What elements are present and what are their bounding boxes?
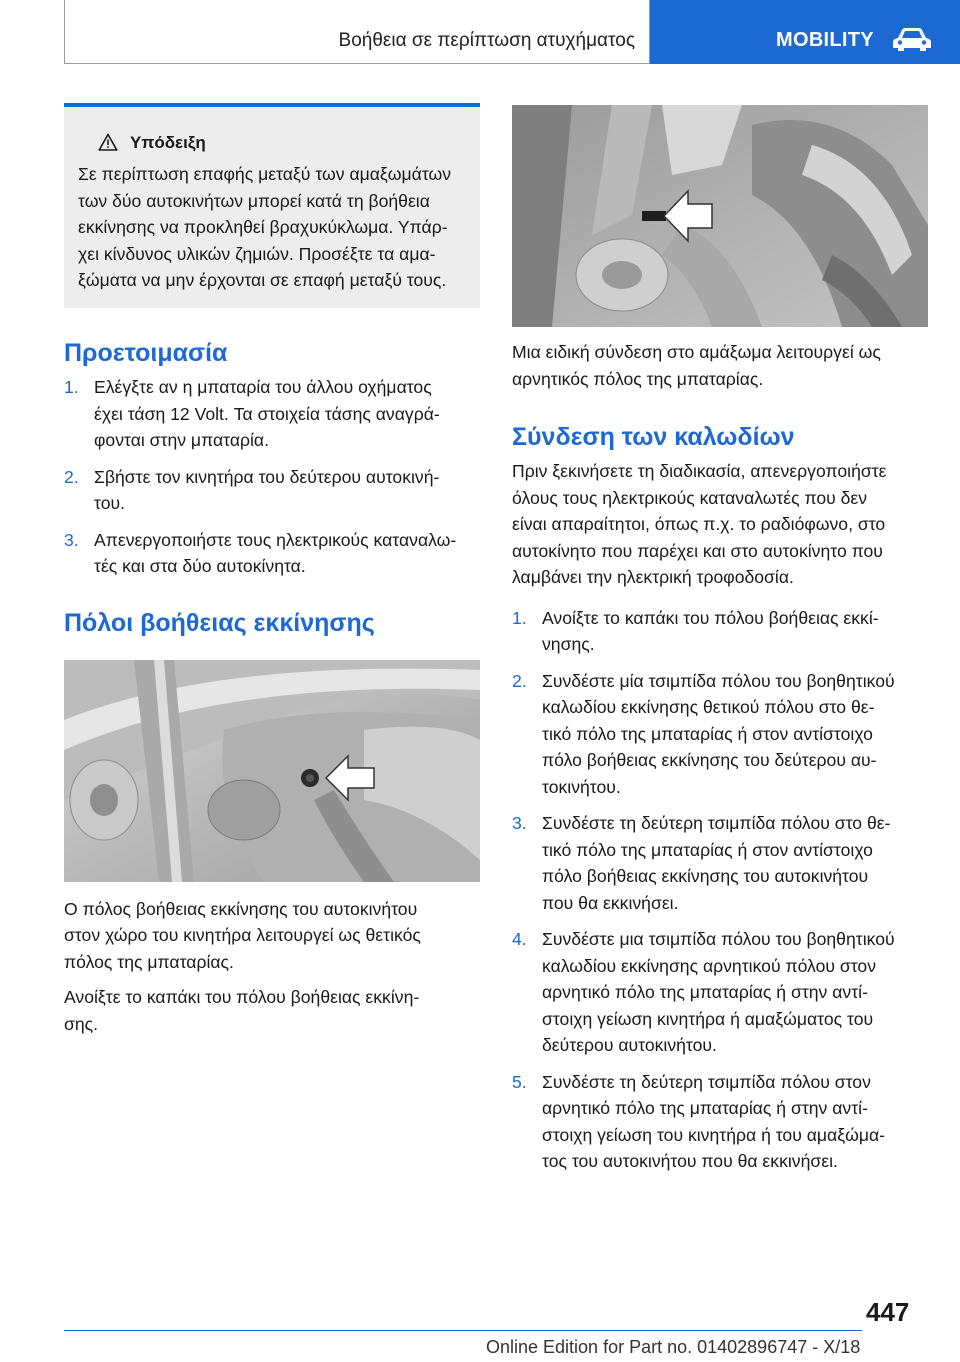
open-cap-paragraph xyxy=(64,984,480,1037)
text-line: είναι απαραίτητοι, όπως π.χ. το ραδιόφωνο, στο xyxy=(512,514,886,534)
step-line: Συνδέστε τη δεύτερη τσιμπίδα πόλου στο θε- xyxy=(542,813,891,833)
chapter-box xyxy=(64,0,650,64)
step-line: του. xyxy=(94,493,125,513)
step-line: στοιχη γείωση κινητήρα ή αμαξώματος του xyxy=(542,1008,874,1029)
step-number: 3. xyxy=(512,813,527,833)
note-title xyxy=(98,131,470,157)
list-item xyxy=(512,605,928,658)
note-line: χει κίνδυνος υλικών ζημιών. Προσέξτε τα αμα- xyxy=(78,243,436,264)
list-item xyxy=(512,810,928,916)
step-line: δεύτερου αυτοκινήτου. xyxy=(542,1035,717,1055)
note-line: ξώματα να μην έρχονται σε επαφή μεταξύ τους. xyxy=(78,270,447,290)
chapter-title: Βοήθεια σε περίπτωση ατυχήματος xyxy=(338,30,635,51)
text-line: όλους τους ηλεκτρικούς καταναλωτές που δεν xyxy=(512,487,868,508)
page-number: 447 xyxy=(866,1297,910,1327)
section-tab[interactable] xyxy=(650,0,960,64)
text-line: Μια ειδική σύνδεση στο αμάξωμα λειτουργεί ως xyxy=(512,342,881,362)
preparation-steps xyxy=(64,374,480,580)
right-column xyxy=(512,105,928,1175)
section-tab-label: MOBILITY xyxy=(776,29,874,51)
text-line: Πριν ξεκινήσετε τη διαδικασία, απενεργοποιήστε xyxy=(512,461,887,481)
footer-divider xyxy=(64,1330,862,1331)
step-line: φονται στην μπαταρία. xyxy=(94,430,269,450)
step-line: πόλο βοήθειας εκκίνησης του δεύτερου αυ- xyxy=(542,750,877,770)
step-number: 2. xyxy=(64,466,79,487)
note-title-text: Υπόδειξη xyxy=(130,133,206,152)
step-number: 1. xyxy=(64,377,79,397)
step-line: αρνητικό πόλο της μπαταρίας ή στην αντί- xyxy=(542,982,868,1002)
heading-preparation: Προετοιμασία xyxy=(64,339,228,367)
negative-pole-caption xyxy=(512,339,928,392)
step-line: Συνδέστε μία τσιμπίδα πόλου του βοηθητικού xyxy=(542,670,895,691)
step-line: καλωδίου εκκίνησης θετικού πόλου στο θε- xyxy=(542,697,875,717)
text-line: Ανοίξτε το καπάκι του πόλου βοήθειας εκκίνη- xyxy=(64,987,420,1007)
text-line: λαμβάνει την ηλεκτρική τροφοδοσία. xyxy=(512,567,794,587)
page-header xyxy=(64,0,960,64)
step-line: Απενεργοποιήστε τους ηλεκτρικούς καταναλω- xyxy=(94,529,457,550)
list-item xyxy=(64,527,480,580)
step-line: αρνητικό πόλο της μπαταρίας ή στην αντί- xyxy=(542,1098,868,1118)
step-line: που θα εκκινήσει. xyxy=(542,892,679,913)
step-line: τοκινήτου. xyxy=(542,776,621,797)
note-line: Σε περίπτωση επαφής μεταξύ των αμαξωμάτων xyxy=(78,164,452,184)
engine-photo-positive-pole xyxy=(64,660,480,882)
note-line: των δύο αυτοκινήτων μπορεί κατά τη βοήθεια xyxy=(78,190,430,211)
step-line: τικό πόλο της μπαταρίας ή στον αντίστοιχο xyxy=(542,839,873,860)
note-box xyxy=(64,103,480,308)
step-number: 2. xyxy=(512,670,527,691)
text-line: Ο πόλος βοήθειας εκκίνησης του αυτοκινήτου xyxy=(64,898,418,919)
text-line: πόλος της μπαταρίας. xyxy=(64,951,234,972)
step-line: πόλο βοήθειας εκκίνησης του αυτοκινήτου xyxy=(542,866,869,886)
step-line: στοιχη γείωση του κινητήρα ή του αμαξώμα- xyxy=(542,1124,885,1145)
step-number: 3. xyxy=(64,529,79,550)
engine-photo-negative-pole xyxy=(512,105,928,327)
step-line: Ανοίξτε το καπάκι του πόλου βοήθειας εκκί- xyxy=(542,607,879,628)
positive-pole-paragraph xyxy=(64,896,480,976)
text-line: αυτοκίνητο που παρέχει και στο αυτοκίνητο που xyxy=(512,540,883,561)
list-item xyxy=(512,668,928,801)
warning-triangle-icon xyxy=(98,133,118,151)
list-item xyxy=(512,926,928,1059)
step-number: 4. xyxy=(512,929,527,949)
list-item xyxy=(64,374,480,454)
step-line: τος του αυτοκινήτου που θα εκκινήσει. xyxy=(542,1151,838,1171)
connect-intro-paragraph xyxy=(512,458,928,591)
text-line: στον χώρο του κινητήρα λειτουργεί ως θετικός xyxy=(64,925,421,945)
car-icon xyxy=(892,26,932,52)
step-line: τικό πόλο της μπαταρίας ή στον αντίστοιχο xyxy=(542,723,873,744)
list-item xyxy=(64,464,480,517)
note-text xyxy=(78,161,470,294)
step-line: Σβήστε τον κινητήρα του δεύτερου αυτοκινή- xyxy=(94,466,440,487)
step-number: 5. xyxy=(512,1071,527,1092)
text-line: σης. xyxy=(64,1013,99,1034)
list-item xyxy=(512,1069,928,1175)
step-line: Συνδέστε μια τσιμπίδα πόλου του βοηθητικού xyxy=(542,929,895,949)
step-line: έχει τάση 12 Volt. Τα στοιχεία τάσης αναγρά- xyxy=(94,403,440,424)
left-column xyxy=(64,103,480,1037)
step-line: Ελέγξτε αν η μπαταρία του άλλου οχήματος xyxy=(94,377,432,397)
step-line: τές και στα δύο αυτοκίνητα. xyxy=(94,556,306,576)
note-line: εκκίνησης να προκληθεί βραχυκύκλωμα. Υπάρ- xyxy=(78,217,448,237)
step-number: 1. xyxy=(512,607,527,628)
step-line: καλωδίου εκκίνησης αρνητικού πόλου στον xyxy=(542,955,877,976)
heading-connect-cables: Σύνδεση των καλωδίων xyxy=(512,423,795,451)
footer-edition: Online Edition for Part no. 01402896747 - X/18 xyxy=(486,1337,861,1357)
connect-steps xyxy=(512,605,928,1175)
heading-jump-poles: Πόλοι βοήθειας εκκίνησης xyxy=(64,608,375,637)
step-line: Συνδέστε τη δεύτερη τσιμπίδα πόλου στον xyxy=(542,1071,871,1092)
step-line: νησης. xyxy=(542,634,595,654)
text-line: αρνητικός πόλος της μπαταρίας. xyxy=(512,368,764,389)
